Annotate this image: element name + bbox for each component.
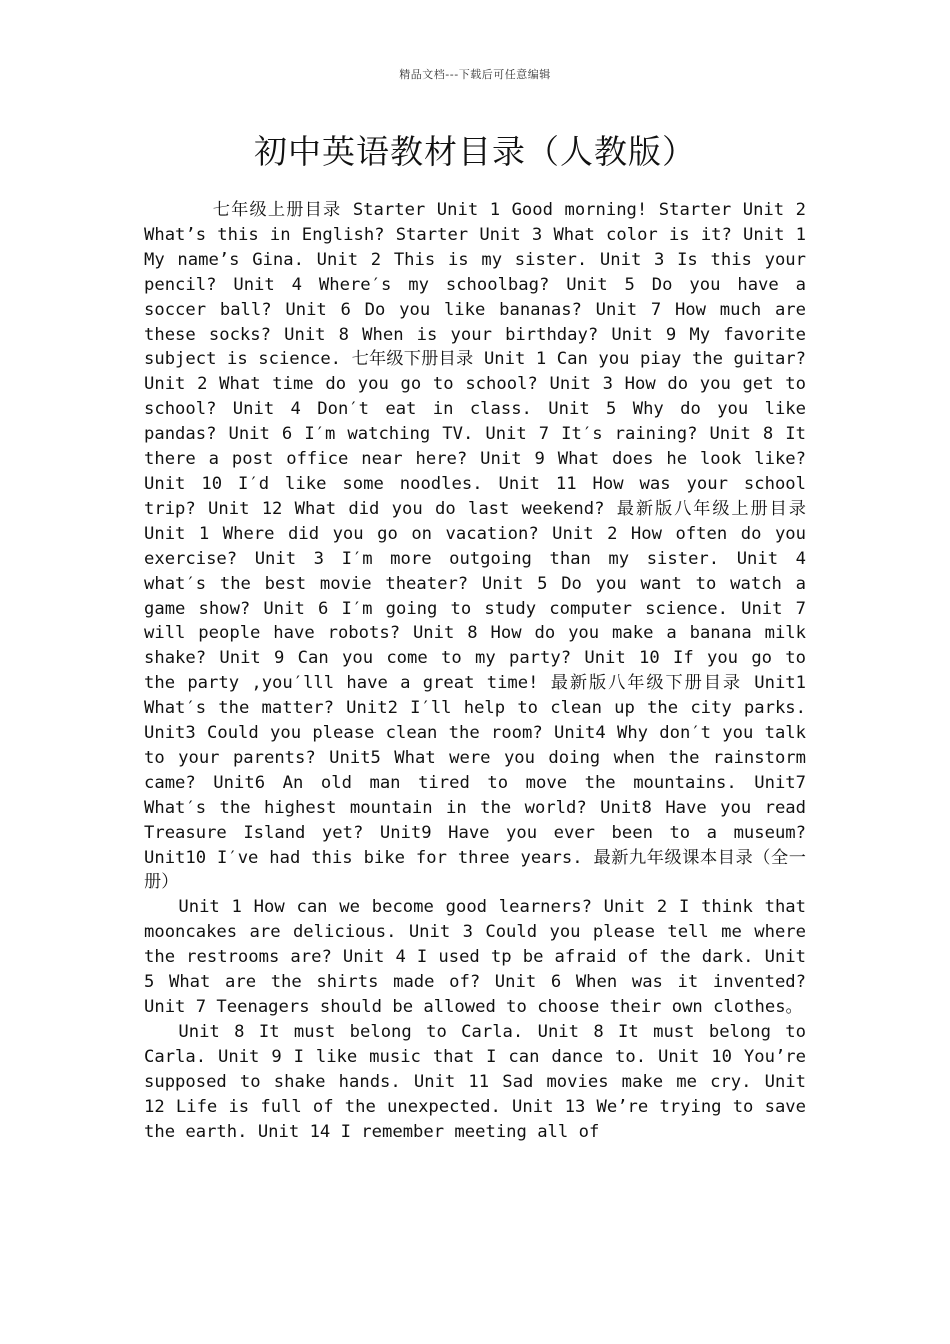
paragraph-grade-9-units-8-14: Unit 8 It must belong to Carla. Unit 8 It must belong to Carla. Unit 9 I like music that I can dance to. Unit 10 You’re supposed to shake hands. Unit 11 Sad movies make me cry. Unit 12 Life is full of the unexpected. Unit 13 We’re trying to save the earth. Unit 14 I remember meeting all of [144,1021,806,1142]
document-title: 初中英语教材目录（人教版） [254,132,696,171]
document-body [144,198,806,1144]
paragraph-grade-9-units-1-7: Unit 1 How can we become good learners? Unit 2 I think that mooncakes are delicious. Unit 3 Could you please tell me where the restrooms are? Unit 4 I used tp be afraid of the dark. Unit 5 What are the shirts made of? Unit 6 When was it invented? Unit 7 Teenagers should be allowed to choose their own clothes。 [144,897,806,1017]
paragraph-grades-7-8-9-toc: 七年级上册目录 Starter Unit 1 Good morning! Starter Unit 2 What’s this in English? Starter Unit 3 What color is it? Unit 1 My name’s Gina. Unit 2 This is my sister. Unit 3 Is this your pencil? Unit 4 Where′s my schoolbag? Unit 5 Do you have a soccer ball? Unit 6 Do you like bananas? Unit 7 How much are these socks? Unit 8 When is your birthday? Unit 9 My favorite subject is science. 七年级下册目录 Unit 1 Can you piay the guitar? Unit 2 What time do you go to school? Unit 3 How do you get to school? Unit 4 Don′t eat in class. Unit 5 Why do you like pandas? Unit 6 I′m watching TV. Unit 7 It′s raining? Unit 8 It there a post office near here? Unit 9 What does he look like? Unit 10 I′d like some noodles. Unit 11 How was your school trip? Unit 12 What did you do last weekend? 最新版八年级上册目录 Unit 1 Where did you go on vacation? Unit 2 How often do you exercise? Unit 3 I′m more outgoing than my sister. Unit 4 what′s the best movie theater? Unit 5 Do you want to watch a game show? Unit 6 I′m going to study computer science. Unit 7 will people have robots? Unit 8 How do you make a banana milk shake? Unit 9 Can you come to my party? Unit 10 If you go to the party ,you′lll have a great time! 最新版八年级下册目录 Unit1 What′s the matter? Unit2 I′ll help to clean up the city parks. Unit3 Could you please clean the room? Unit4 Why don′t you talk to your parents? Unit5 What were you doing when the rainstorm came? Unit6 An old man tired to move the mountains. Unit7 What′s the highest mountain in the world? Unit8 Have you read Treasure Island yet? Unit9 Have you ever been to a museum? Unit10 I′ve had this bike for three years. 最新九年级课本目录（全一册） [144,200,806,893]
header-note: 精品文档---下载后可任意编辑 [399,68,551,81]
